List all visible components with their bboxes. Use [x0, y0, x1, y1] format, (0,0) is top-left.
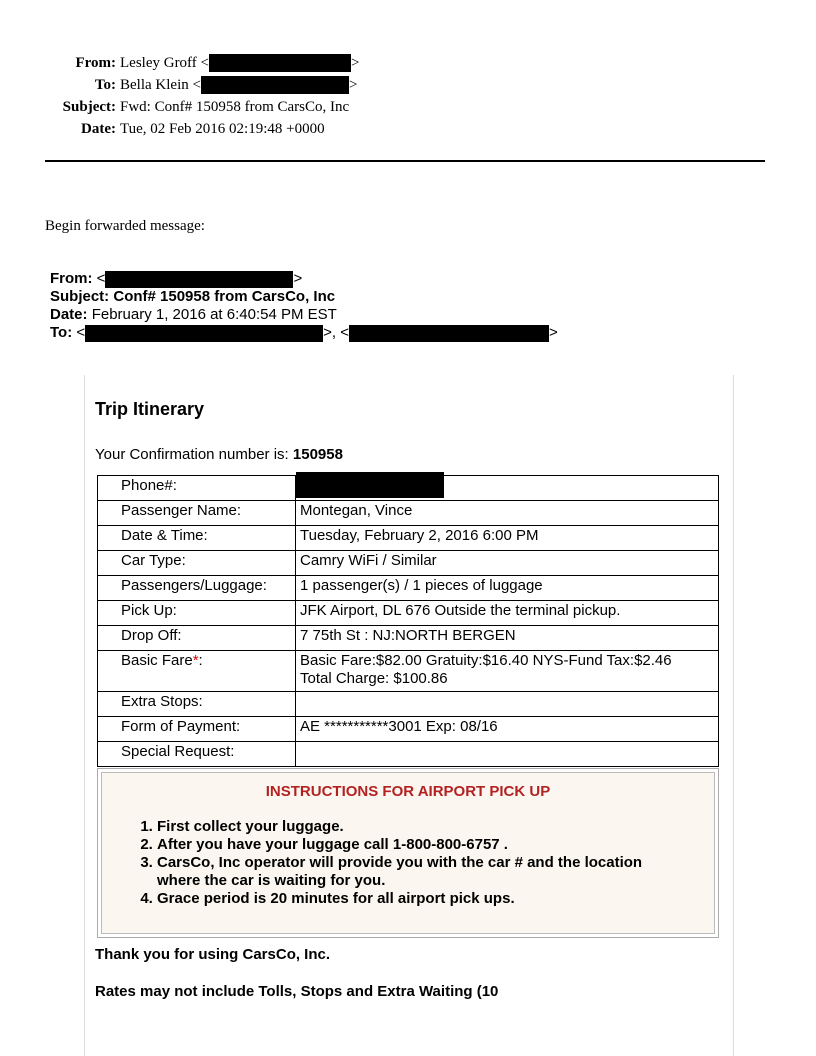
thank-you-note: Thank you for using CarsCo, Inc. — [95, 946, 331, 963]
list-item: 2. After you have your luggage call 1-800-800-6757 . — [157, 836, 714, 854]
fwd-to-row — [50, 324, 558, 342]
redacted-email — [105, 271, 293, 288]
fwd-to-label: To: — [50, 324, 73, 341]
list-item: 4. Grace period is 20 minutes for all airport pick ups. — [157, 890, 714, 908]
table-row — [98, 692, 719, 717]
row-label: Form of Payment: — [98, 717, 296, 742]
table-row — [98, 526, 719, 551]
table-row — [98, 651, 719, 692]
redacted-email — [201, 76, 349, 94]
row-value: JFK Airport, DL 676 Outside the terminal pickup. — [296, 601, 719, 626]
table-row — [98, 626, 719, 651]
close-bracket: > — [549, 324, 558, 341]
row-label: Phone#: — [98, 476, 296, 501]
confirmation-line — [95, 446, 343, 463]
row-label: Special Request: — [98, 742, 296, 767]
row-value — [296, 476, 719, 501]
row-label — [98, 651, 296, 692]
row-label: Passenger Name: — [98, 501, 296, 526]
redacted-phone — [296, 472, 444, 498]
to-name: Bella Klein < — [120, 77, 201, 93]
row-value: Montegan, Vince — [296, 501, 719, 526]
label-colon: : — [198, 652, 203, 669]
list-item: 1. First collect your luggage. — [157, 818, 714, 836]
airport-instructions-box — [97, 768, 719, 938]
fwd-date-row — [50, 306, 558, 324]
open-bracket: < — [76, 324, 86, 341]
instructions-panel — [101, 772, 715, 934]
instructions-title: INSTRUCTIONS FOR AIRPORT PICK UP — [265, 783, 551, 800]
fwd-from-label: From: — [50, 270, 93, 287]
recipient-separator: >, < — [323, 324, 350, 341]
forwarded-header — [50, 270, 558, 342]
itinerary-details-table — [97, 475, 719, 767]
row-label: Extra Stops: — [98, 692, 296, 717]
fwd-date-value: February 1, 2016 at 6:40:54 PM EST — [91, 306, 337, 323]
header-to-row — [0, 74, 816, 96]
header-subject-value: Fwd: Conf# 150958 from CarsCo, Inc — [120, 99, 350, 115]
row-label: Drop Off: — [98, 626, 296, 651]
confirmation-number: 150958 — [292, 446, 343, 463]
fare-breakdown: Basic Fare:$82.00 Gratuity:$16.40 NYS-Fund Tax:$2.46 — [300, 652, 672, 669]
header-to-value — [120, 74, 357, 96]
redacted-email — [85, 325, 323, 342]
row-value: Camry WiFi / Similar — [296, 551, 719, 576]
basic-fare-label: Basic Fare — [121, 652, 193, 669]
fwd-subject-label: Subject: — [50, 288, 110, 305]
header-date-row — [0, 118, 816, 140]
instructions-list — [102, 818, 714, 908]
header-from-value — [120, 52, 359, 74]
close-bracket: > — [351, 55, 360, 71]
redacted-email — [209, 54, 351, 72]
close-bracket: > — [293, 270, 303, 287]
trip-itinerary-title: Trip Itinerary — [95, 399, 205, 419]
fwd-subject-value: Conf# 150958 from CarsCo, Inc — [113, 288, 336, 305]
fwd-from-row — [50, 270, 558, 288]
row-label: Passengers/Luggage: — [98, 576, 296, 601]
list-item: 3. CarsCo, Inc operator will provide you with the car # and the location where the car is waiting for you. — [157, 854, 714, 890]
redacted-email — [349, 325, 549, 342]
table-row — [98, 601, 719, 626]
row-label: Pick Up: — [98, 601, 296, 626]
header-date-label: Date: — [81, 121, 116, 137]
total-charge: Total Charge: $100.86 — [300, 670, 448, 687]
required-asterisk: * — [192, 652, 199, 669]
table-row — [98, 476, 719, 501]
table-row — [98, 717, 719, 742]
fwd-subject-row — [50, 288, 558, 306]
table-row — [98, 742, 719, 767]
row-value: Tuesday, February 2, 2016 6:00 PM — [296, 526, 719, 551]
header-to-label: To: — [94, 77, 116, 93]
header-from-row — [0, 52, 816, 74]
table-row — [98, 501, 719, 526]
close-bracket: > — [348, 77, 358, 93]
row-value: AE ***********3001 Exp: 08/16 — [296, 717, 719, 742]
open-bracket: < — [96, 270, 106, 287]
header-from-label: From: — [75, 55, 116, 71]
row-value: 7 75th St : NJ:NORTH BERGEN — [296, 626, 719, 651]
confirmation-prefix: Your Confirmation number is: — [95, 446, 289, 463]
header-divider — [45, 160, 765, 162]
row-value — [296, 651, 719, 692]
row-value — [296, 692, 719, 717]
from-name: Lesley Groff < — [120, 55, 209, 71]
header-date-value: Tue, 02 Feb 2016 02:19:48 +0000 — [120, 121, 325, 137]
row-label: Date & Time: — [98, 526, 296, 551]
rates-note: Rates may not include Tolls, Stops and Extra Waiting (10 — [95, 983, 499, 1000]
header-subject-label: Subject: — [62, 99, 116, 115]
table-row — [98, 576, 719, 601]
header-subject-row — [0, 96, 816, 118]
row-value: 1 passenger(s) / 1 pieces of luggage — [296, 576, 719, 601]
table-row — [98, 551, 719, 576]
row-label: Car Type: — [98, 551, 296, 576]
row-value — [296, 742, 719, 767]
begin-forwarded-label: Begin forwarded message: — [45, 218, 205, 234]
fwd-date-label: Date: — [50, 306, 88, 323]
email-header — [0, 52, 816, 140]
